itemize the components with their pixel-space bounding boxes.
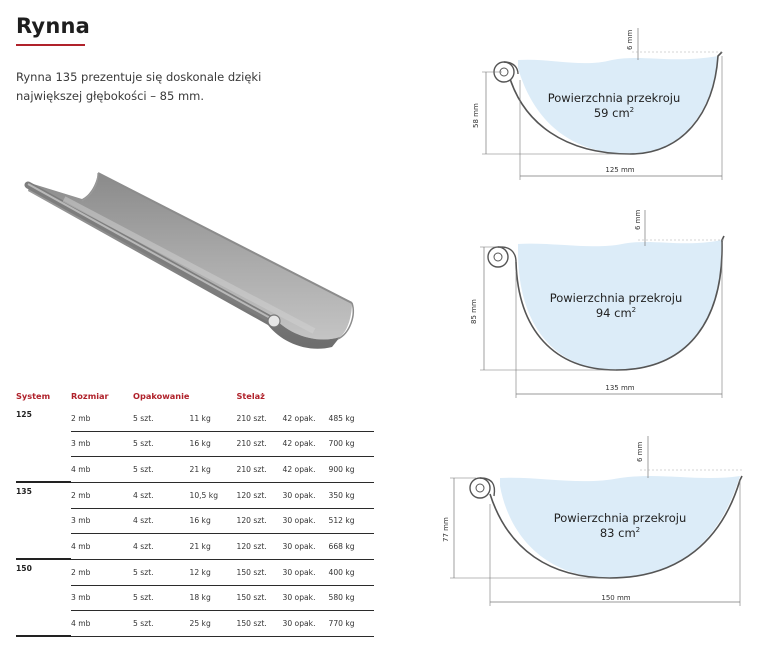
rack-packs-cell: 30 opak. bbox=[282, 559, 328, 585]
cross-section-150 bbox=[440, 430, 760, 610]
spec-table bbox=[16, 386, 374, 637]
pack-weight-cell: 12 kg bbox=[189, 559, 236, 585]
rack-weight-cell: 900 kg bbox=[328, 456, 374, 482]
header-rack: Stelaż bbox=[236, 391, 265, 401]
system-cell-empty bbox=[16, 456, 71, 482]
table-row bbox=[16, 482, 374, 508]
table-row bbox=[16, 406, 374, 431]
pack-weight-cell: 25 kg bbox=[189, 610, 236, 636]
gap-label-125: 6 mm bbox=[626, 29, 634, 50]
gap-label-135: 6 mm bbox=[634, 209, 642, 230]
rack-qty-cell: 210 szt. bbox=[236, 431, 282, 456]
system-cell: 125 bbox=[16, 410, 32, 419]
title-underline bbox=[16, 44, 85, 46]
pack-weight-cell: 16 kg bbox=[189, 431, 236, 456]
rack-weight-cell: 668 kg bbox=[328, 533, 374, 559]
rack-qty-cell: 120 szt. bbox=[236, 482, 282, 508]
pack-qty-cell: 4 szt. bbox=[133, 533, 189, 559]
rack-packs-cell: 30 opak. bbox=[282, 585, 328, 610]
table-row bbox=[16, 431, 374, 456]
system-cell-empty bbox=[16, 508, 71, 533]
rack-qty-cell: 120 szt. bbox=[236, 533, 282, 559]
gutter-illustration bbox=[24, 165, 364, 360]
rack-qty-cell: 210 szt. bbox=[236, 406, 282, 431]
rack-qty-cell: 120 szt. bbox=[236, 508, 282, 533]
svg-text:59 cm2 bbox=[594, 106, 634, 120]
pack-qty-cell: 5 szt. bbox=[133, 559, 189, 585]
system-cell: 150 bbox=[16, 564, 32, 573]
pack-qty-cell: 5 szt. bbox=[133, 585, 189, 610]
area-label-135: Powierzchnia przekroju bbox=[549, 291, 683, 305]
table-row bbox=[16, 508, 374, 533]
header-system: System bbox=[16, 391, 51, 401]
pack-weight-cell: 18 kg bbox=[189, 585, 236, 610]
size-cell: 3 mb bbox=[71, 585, 133, 610]
pack-weight-cell: 16 kg bbox=[189, 508, 236, 533]
rack-weight-cell: 400 kg bbox=[328, 559, 374, 585]
rack-weight-cell: 580 kg bbox=[328, 585, 374, 610]
area-value-125: 59 cm bbox=[593, 106, 630, 120]
table-header-row bbox=[16, 386, 374, 406]
system-cell: 135 bbox=[16, 487, 32, 496]
depth-label-135: 85 mm bbox=[470, 299, 478, 324]
rack-packs-cell: 30 opak. bbox=[282, 482, 328, 508]
pack-qty-cell: 5 szt. bbox=[133, 456, 189, 482]
rack-weight-cell: 700 kg bbox=[328, 431, 374, 456]
system-cell-empty bbox=[16, 431, 71, 456]
rack-qty-cell: 150 szt. bbox=[236, 559, 282, 585]
rack-packs-cell: 30 opak. bbox=[282, 508, 328, 533]
rack-packs-cell: 42 opak. bbox=[282, 431, 328, 456]
size-cell: 2 mb bbox=[71, 559, 133, 585]
rack-packs-cell: 30 opak. bbox=[282, 610, 328, 636]
cross-section-135 bbox=[462, 202, 762, 402]
rack-packs-cell: 30 opak. bbox=[282, 533, 328, 559]
pack-qty-cell: 4 szt. bbox=[133, 482, 189, 508]
rack-weight-cell: 770 kg bbox=[328, 610, 374, 636]
system-cell-empty bbox=[16, 533, 71, 559]
area-value-135: 94 cm bbox=[595, 306, 632, 320]
area-sup-150: 2 bbox=[635, 526, 641, 534]
size-cell: 3 mb bbox=[71, 508, 133, 533]
table-row bbox=[16, 585, 374, 610]
rack-weight-cell: 485 kg bbox=[328, 406, 374, 431]
table-row bbox=[16, 610, 374, 636]
page-title: Rynna bbox=[16, 14, 90, 38]
area-label-125: Powierzchnia przekroju bbox=[547, 91, 681, 105]
size-cell: 4 mb bbox=[71, 456, 133, 482]
pack-weight-cell: 10,5 kg bbox=[189, 482, 236, 508]
intro-text: Rynna 135 prezentuje się doskonale dzięki największej głębokości – 85 mm. bbox=[16, 70, 262, 103]
rack-weight-cell: 350 kg bbox=[328, 482, 374, 508]
pack-weight-cell: 21 kg bbox=[189, 456, 236, 482]
system-cell-empty bbox=[16, 610, 71, 636]
depth-label-125: 58 mm bbox=[472, 103, 480, 128]
pack-qty-cell: 5 szt. bbox=[133, 431, 189, 456]
area-sup-125: 2 bbox=[629, 106, 635, 114]
gap-label-150: 6 mm bbox=[636, 441, 644, 462]
pack-weight-cell: 11 kg bbox=[189, 406, 236, 431]
rack-qty-cell: 150 szt. bbox=[236, 585, 282, 610]
rack-packs-cell: 42 opak. bbox=[282, 406, 328, 431]
size-cell: 2 mb bbox=[71, 482, 133, 508]
area-value-150: 83 cm bbox=[599, 526, 636, 540]
rack-weight-cell: 512 kg bbox=[328, 508, 374, 533]
size-cell: 2 mb bbox=[71, 406, 133, 431]
width-label-125: 125 mm bbox=[605, 166, 635, 174]
cross-section-125 bbox=[462, 20, 762, 190]
width-label-150: 150 mm bbox=[601, 594, 631, 602]
table-row bbox=[16, 456, 374, 482]
header-package: Opakowanie bbox=[133, 391, 190, 401]
system-cell-empty bbox=[16, 585, 71, 610]
pack-qty-cell: 4 szt. bbox=[133, 508, 189, 533]
size-cell: 3 mb bbox=[71, 431, 133, 456]
pack-qty-cell: 5 szt. bbox=[133, 610, 189, 636]
area-label-150: Powierzchnia przekroju bbox=[553, 511, 687, 525]
svg-text:83 cm2 bbox=[600, 526, 640, 540]
rack-qty-cell: 150 szt. bbox=[236, 610, 282, 636]
header-size: Rozmiar bbox=[71, 391, 109, 401]
table-row bbox=[16, 559, 374, 585]
depth-label-150: 77 mm bbox=[442, 517, 450, 542]
table-row bbox=[16, 533, 374, 559]
width-label-135: 135 mm bbox=[605, 384, 635, 392]
pack-qty-cell: 5 szt. bbox=[133, 406, 189, 431]
pack-weight-cell: 21 kg bbox=[189, 533, 236, 559]
spec-table-body bbox=[16, 406, 374, 636]
svg-text:94 cm2 bbox=[596, 306, 636, 320]
size-cell: 4 mb bbox=[71, 533, 133, 559]
rack-qty-cell: 210 szt. bbox=[236, 456, 282, 482]
area-sup-135: 2 bbox=[631, 306, 637, 314]
rack-packs-cell: 42 opak. bbox=[282, 456, 328, 482]
size-cell: 4 mb bbox=[71, 610, 133, 636]
